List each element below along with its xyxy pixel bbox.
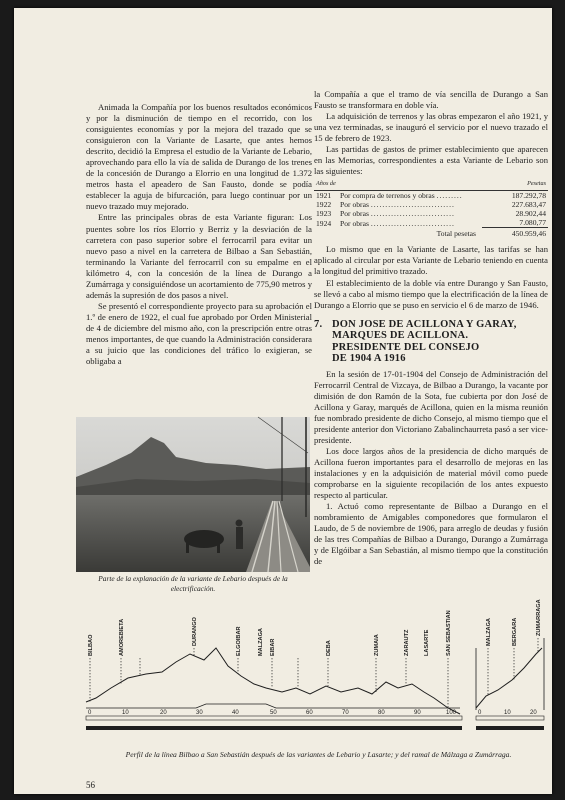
paragraph: Animada la Compañía por los buenos resultados económicos y por la disminución de tiempo en el recorrido, con los consiguientes economías y por la mejora del trazado que se consiguieron con la Variante de Lasarte, que antes hemos descrito, decidió la Empresa el estudio de la Variante de Lebario, aprovechando para ello la vía de salida de Durango de los trenes de la concesión de Durango a Elorrio en una longitud de 1.372 metros hasta el apeadero de San Fausto, donde se podía establecer la aguja de bifurcación, para luego continuar por un nuevo trazado muy mejorado.: [86, 102, 312, 212]
km-label: 0: [88, 710, 92, 716]
line-profile-diagram: [76, 599, 546, 748]
station-label: BERGARA: [512, 617, 518, 646]
paragraph: 1. Actuó como representante de Bilbao a Durango en el nombramiento de Amigables componedores que formularon el Laudo, de 5 de noviembre de 1906, para arreglo de deudas y fusión de las tres Compañías de Bilbao a Durango, Durango a Zumárraga y de Elgóibar a San Sebastián, al mismo tiempo que la constitución de: [314, 501, 548, 567]
station-label: ZUMAIA: [374, 634, 380, 656]
km-label: 70: [342, 710, 349, 716]
station-label: ZARAUTZ: [404, 629, 410, 656]
paragraph: Las partidas de gastos de primer establecimiento que aparecen en las Memorias, correspondientes a esta Variante de Lebario son las siguientes:: [314, 144, 548, 177]
paragraph: La adquisición de terrenos y las obras empezaron el año 1921, y una vez terminadas, se inauguró el servicio por el nuevo trazado el 15 de febrero de 1923.: [314, 111, 548, 144]
table-header-year: Años de: [314, 179, 338, 191]
table-total-row: Total pesetas 450.959,46: [436, 229, 546, 239]
paragraph: En la sesión de 17-01-1904 del Consejo de Administración del Ferrocarril Central de Vizcaya, de Bilbao a Durango, la vacante por dimisión de don Ramón de la Sota, fue cubierta por don José de Acillona y Garay, marqués de Acillona, quien en la misma reunión fue nombrado presidente de dicho Consejo, al mismo tiempo que el presidente anterior don Victoriano Zabalinchaurreta pasó a ser vice-presidente.: [314, 368, 548, 445]
station-label: DURANGO: [192, 617, 198, 646]
left-text-column: [86, 102, 312, 367]
table-header-amount: Pesetas: [482, 179, 548, 191]
station-label: MALZAGA: [486, 618, 492, 646]
km-label: 20: [530, 710, 537, 716]
paragraph: la Compañía a que el tramo de vía sencilla de Durango a San Fausto se transformara en doble vía.: [314, 89, 548, 111]
photo-caption: Parte de la explanación de la variante de Lebario después de la electrificación.: [98, 574, 288, 593]
km-label: 100: [446, 710, 457, 716]
km-label: 50: [270, 710, 277, 716]
km-label: 80: [378, 710, 385, 716]
paragraph: Los doce largos años de la presidencia de dicho marqués de Acillona fueron importantes para el desarrollo de mejoras en las instalaciones y en la adquisición de material móvil como puede comprobarse en la siguiente recopilación de los antes expuesto respecto al particular.: [314, 445, 548, 501]
paragraph: Lo mismo que en la Variante de Lasarte, las tarifas se han aplicado al circular por esta Variante de Lebario teniendo en cuenta la longitud del primitivo trazado.: [314, 244, 548, 277]
km-label: 10: [122, 710, 129, 716]
station-label: BILBAO: [88, 634, 94, 656]
station-label: ZUMARRAGA: [536, 599, 542, 636]
km-label: 20: [160, 710, 167, 716]
station-label: AMOREBIETA: [119, 618, 125, 656]
section-heading: 7. DON JOSE DE ACILLONA Y GARAY, MARQUES DE ACILLONA. PRESIDENTE DEL CONSEJO DE 1904 A 1916: [314, 318, 517, 365]
station-label: ELGOIBAR: [236, 626, 242, 656]
costs-table: [314, 179, 548, 238]
km-label: 40: [232, 710, 239, 716]
table-row: 1924 Por obras ............................. 7.080,77: [316, 218, 546, 228]
station-label: SAN SEBASTIAN: [446, 610, 452, 656]
paragraph: El establecimiento de la doble vía entre Durango y San Fausto, se llevó a cabo al mismo tiempo que la electrificación de la línea de Durango a Elorrio que se puso en servicio el 6 de marzo de 1946.: [314, 277, 548, 310]
station-label: LASARTE: [424, 629, 430, 656]
table-row: 1921 Por compra de terrenos y obras ......... 187.292,78: [316, 191, 546, 201]
km-label: 90: [414, 710, 421, 716]
km-label: 60: [306, 710, 313, 716]
table-row: 1922 Por obras ............................. 227.683,47: [316, 200, 546, 210]
page-number: 56: [86, 780, 95, 790]
paragraph: Entre las principales obras de esta Variante figuran: Los puentes sobre los ríos Elorrio y Berriz y la desviación de la carretera con paso superior sobre el ferrocarril para evitar un nuevo paso a nivel en la carretera de Bilbao a San Sebastián, terminando la Variante del ferrocarril con su empalme en el kilómetro 4, con la concesión de la línea de Durango a Zumárraga y consiguiéndose un acortamiento de 775,90 metros y además la supresión de dos pasos a nivel.: [86, 212, 312, 300]
book-page: [14, 8, 552, 794]
profile-caption: Perfil de la línea Bilbao a San Sebastián después de las variantes de Lebario y Lasarte; y del ramal de Málzaga a Zumárraga.: [125, 750, 512, 759]
km-label: 30: [196, 710, 203, 716]
right-text-column: [314, 89, 548, 568]
km-label: 10: [504, 710, 511, 716]
paragraph: Se presentó el correspondiente proyecto para su aprobación el 1.º de enero de 1922, el cual fue aprobado por Orden Ministerial de 4 de diciembre del mismo año, con la prescripción entre otras menos importantes, de que cuando la Administración considerara a su juicio que las condiciones del tráfico lo exigieran, se obligaba a: [86, 300, 312, 367]
railway-photo: [76, 417, 310, 572]
station-label: MALZAGA: [258, 628, 264, 656]
table-row: 1923 Por obras ............................. 28.902,44: [316, 209, 546, 219]
station-label: EIBAR: [270, 638, 276, 656]
km-label: 0: [478, 710, 482, 716]
station-label: DEBA: [326, 640, 332, 656]
